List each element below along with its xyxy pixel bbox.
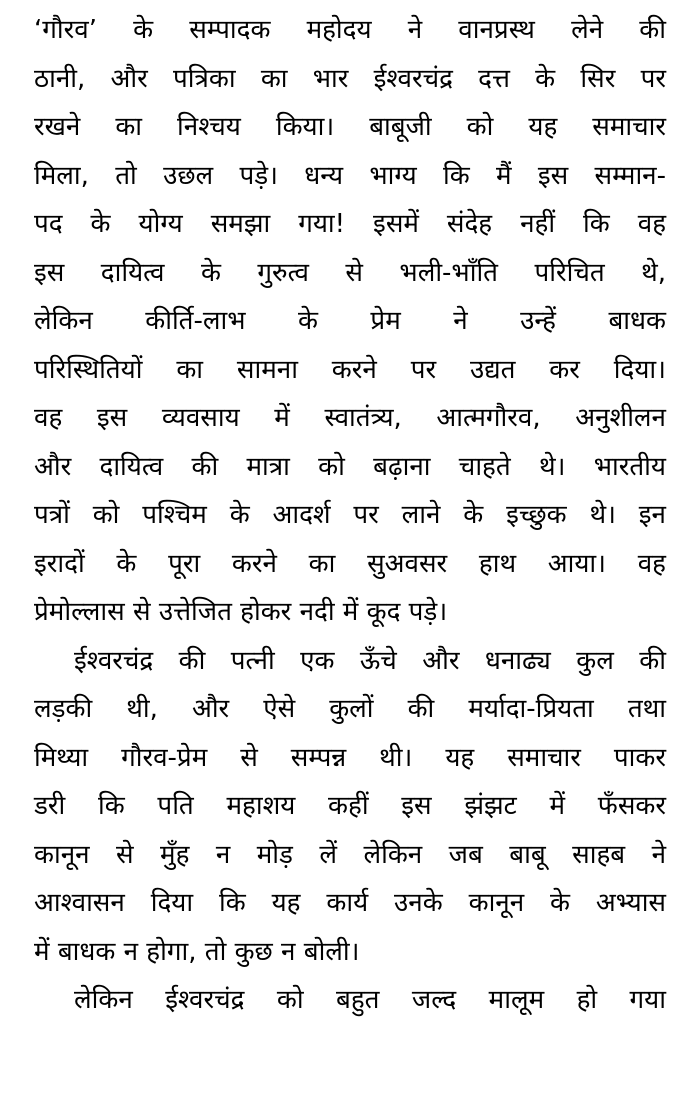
text-line: रखने का निश्चय किया। बाबूजी को यह समाचार xyxy=(34,112,666,142)
text-line: कानून से मुँह न मोड़ लें लेकिन जब बाबू साहब ने xyxy=(34,839,666,870)
paragraph-3 xyxy=(34,976,666,1025)
text-line: लेकिन ईश्वरचंद्र को बहुत जल्द मालूम हो गया xyxy=(74,985,666,1015)
text-line: लड़की थी, और ऐसे कुलों की मर्यादा-प्रियता तथा xyxy=(34,694,666,724)
text-line: आश्वासन दिया कि यह कार्य उनके कानून के अभ्यास xyxy=(34,888,666,918)
text-line: प्रेमोल्लास से उत्तेजित होकर नदी में कूद पड़े। xyxy=(34,597,448,627)
text-line: मिथ्या गौरव-प्रेम से सम्पन्न थी। यह समाचार पाकर xyxy=(34,742,666,773)
text-line: परिस्थितियों का सामना करने पर उद्यत कर दिया। xyxy=(34,354,666,385)
text-line: और दायित्व की मात्रा को बढ़ाना चाहते थे। भारतीय xyxy=(34,451,666,482)
text-line: डरी कि पति महाशय कहीं इस झंझट में फँसकर xyxy=(34,791,666,821)
text-line: इरादों के पूरा करने का सुअवसर हाथ आया। वह xyxy=(34,548,666,579)
paragraph-2 xyxy=(34,637,666,977)
text-line: मिला, तो उछल पड़े। धन्य भाग्य कि मैं इस सम्मान- xyxy=(34,160,666,191)
text-line: इस दायित्व के गुरुत्व से भली-भाँति परिचित थे, xyxy=(34,257,666,288)
text-line: पद के योग्य समझा गया! इसमें संदेह नहीं कि वह xyxy=(34,209,666,239)
text-line: में बाधक न होगा, तो कुछ न बोली। xyxy=(34,936,360,967)
text-line: पत्रों को पश्चिम के आदर्श पर लाने के इच्छुक थे। इन xyxy=(34,500,666,530)
paragraph-1 xyxy=(34,6,666,637)
text-line: ईश्वरचंद्र की पत्नी एक ऊँचे और धनाढ्य कुल की xyxy=(74,645,666,676)
text-line: लेकिन कीर्ति-लाभ के प्रेम ने उन्हें बाधक xyxy=(34,306,666,336)
text-line: वह इस व्यवसाय में स्वातंत्र्य, आत्मगौरव, अनुशीलन xyxy=(34,403,666,433)
text-line: ठानी, और पत्रिका का भार ईश्वरचंद्र दत्त के सिर पर xyxy=(34,63,666,94)
text-line: ‘गौरव’ के सम्पादक महोदय ने वानप्रस्थ लेने की xyxy=(34,15,666,45)
